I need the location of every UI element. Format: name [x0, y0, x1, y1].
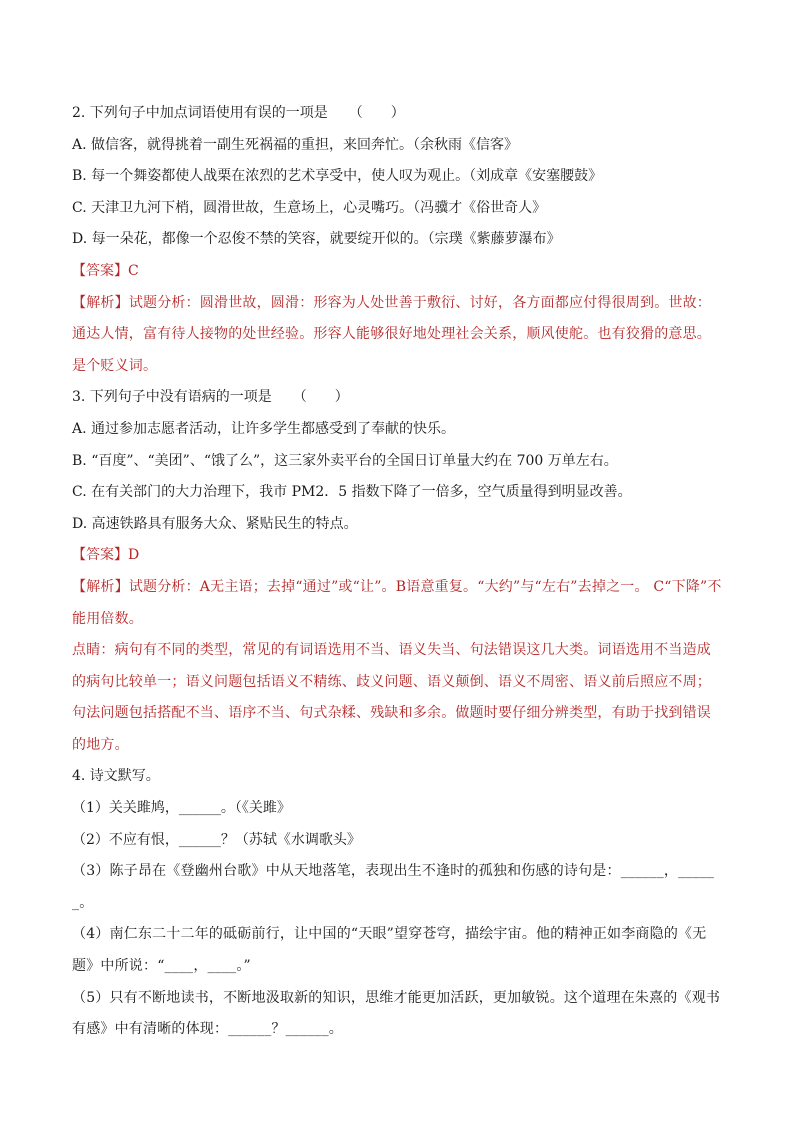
- answer-value: C: [128, 262, 139, 279]
- question-4-item-4: （4）南仁东二十二年的砥砺前行，让中国的“天眼”望穿苍穹，描绘宇宙。他的精神正如李商隐的《无题》中所说：“____，____。”: [72, 926, 707, 975]
- question-3-option-b: B. “百度”、“美团”、“饿了么”，这三家外卖平台的全国日订单量大约在 700 万单左右。: [72, 452, 618, 469]
- question-4-item-2: （2）不应有恨，______？（苏轼《水调歌头》: [72, 831, 361, 848]
- answer-label: 【答案】: [72, 547, 128, 564]
- answer-value: D: [128, 547, 140, 564]
- question-2-option-b: B. 每一个舞姿都使人战栗在浓烈的艺术享受中，使人叹为观止。（刘成章《安塞腰鼓》: [72, 168, 603, 185]
- question-3-option-a: A. 通过参加志愿者活动，让许多学生都感受到了奉献的快乐。: [72, 420, 456, 437]
- question-3-answer: [72, 540, 724, 572]
- analysis-text: 试题分析：A无主语；去掉“通过”或“让”。B语意重复。“大约”与“左右”去掉之一。 C“下降”不能用倍数。: [72, 578, 722, 627]
- analysis-label: 【解析】: [72, 578, 129, 595]
- analysis-text: 试题分析：圆滑世故，圆滑：形容为人处世善于敷衍、讨好，各方面都应付得很周到。世故：通达人情，富有待人接物的处世经验。形容人能够很好地处理社会关系，顺风使舵。也有狡猾的意思。是个贬义词。: [72, 294, 712, 374]
- question-2-option-d: D. 每一朵花，都像一个忍俊不禁的笑容，就要绽开似的。（宗璞《紫藤萝瀑布》: [72, 231, 561, 248]
- question-2-analysis: [72, 288, 724, 383]
- question-4-item-3: （3）陈子昂在《登幽州台歌》中从天地落笔，表现出生不逢时的孤独和伤感的诗句是：______，______。: [72, 863, 715, 911]
- question-4-item-1: （1）关关雎鸠，______。（《关雎》: [72, 800, 291, 817]
- analysis-label: 【解析】: [72, 294, 129, 311]
- question-3-option-d: D. 高速铁路具有服务大众、紧贴民生的特点。: [72, 515, 358, 532]
- question-3-tip: 点睛：病句有不同的类型，常见的有词语选用不当、语义失当、句法错误这几大类。词语选用不当造成的病句比较单一；语义问题包括语义不精练、歧义问题、语义颠倒、语义不周密、语义前后照应不周；句法问题包括搭配不当、语序不当、句式杂糅、残缺和多余。做题时要仔细分辨类型，有助于找到错误的地方。: [72, 642, 711, 753]
- question-2-option-c: C. 天津卫九河下梢，圆滑世故，生意场上，心灵嘴巧。（冯骥才《俗世奇人》: [72, 199, 547, 216]
- document-page: [72, 98, 724, 1046]
- question-2-option-a: A. 做信客，就得挑着一副生死祸福的重担，来回奔忙。（余秋雨《信客》: [72, 136, 519, 153]
- question-3-option-c: C. 在有关部门的大力治理下，我市 PM2．5 指数下降了一倍多，空气质量得到明显改善。: [72, 484, 632, 501]
- question-4-item-5: （5）只有不断地读书，不断地汲取新的知识，思维才能更加活跃，更加敏锐。这个道理在朱熹的《观书有感》中有清晰的体现：______？______。: [72, 989, 721, 1038]
- question-4-stem: 4. 诗文默写。: [72, 768, 160, 785]
- answer-label: 【答案】: [72, 262, 128, 279]
- question-3-analysis: [72, 572, 724, 635]
- question-2-stem: 2. 下列句子中加点词语使用有误的一项是 （ ）: [72, 105, 405, 121]
- question-3-stem: 3. 下列句子中没有语病的一项是 （ ）: [72, 389, 349, 406]
- question-2-answer: [72, 256, 724, 288]
